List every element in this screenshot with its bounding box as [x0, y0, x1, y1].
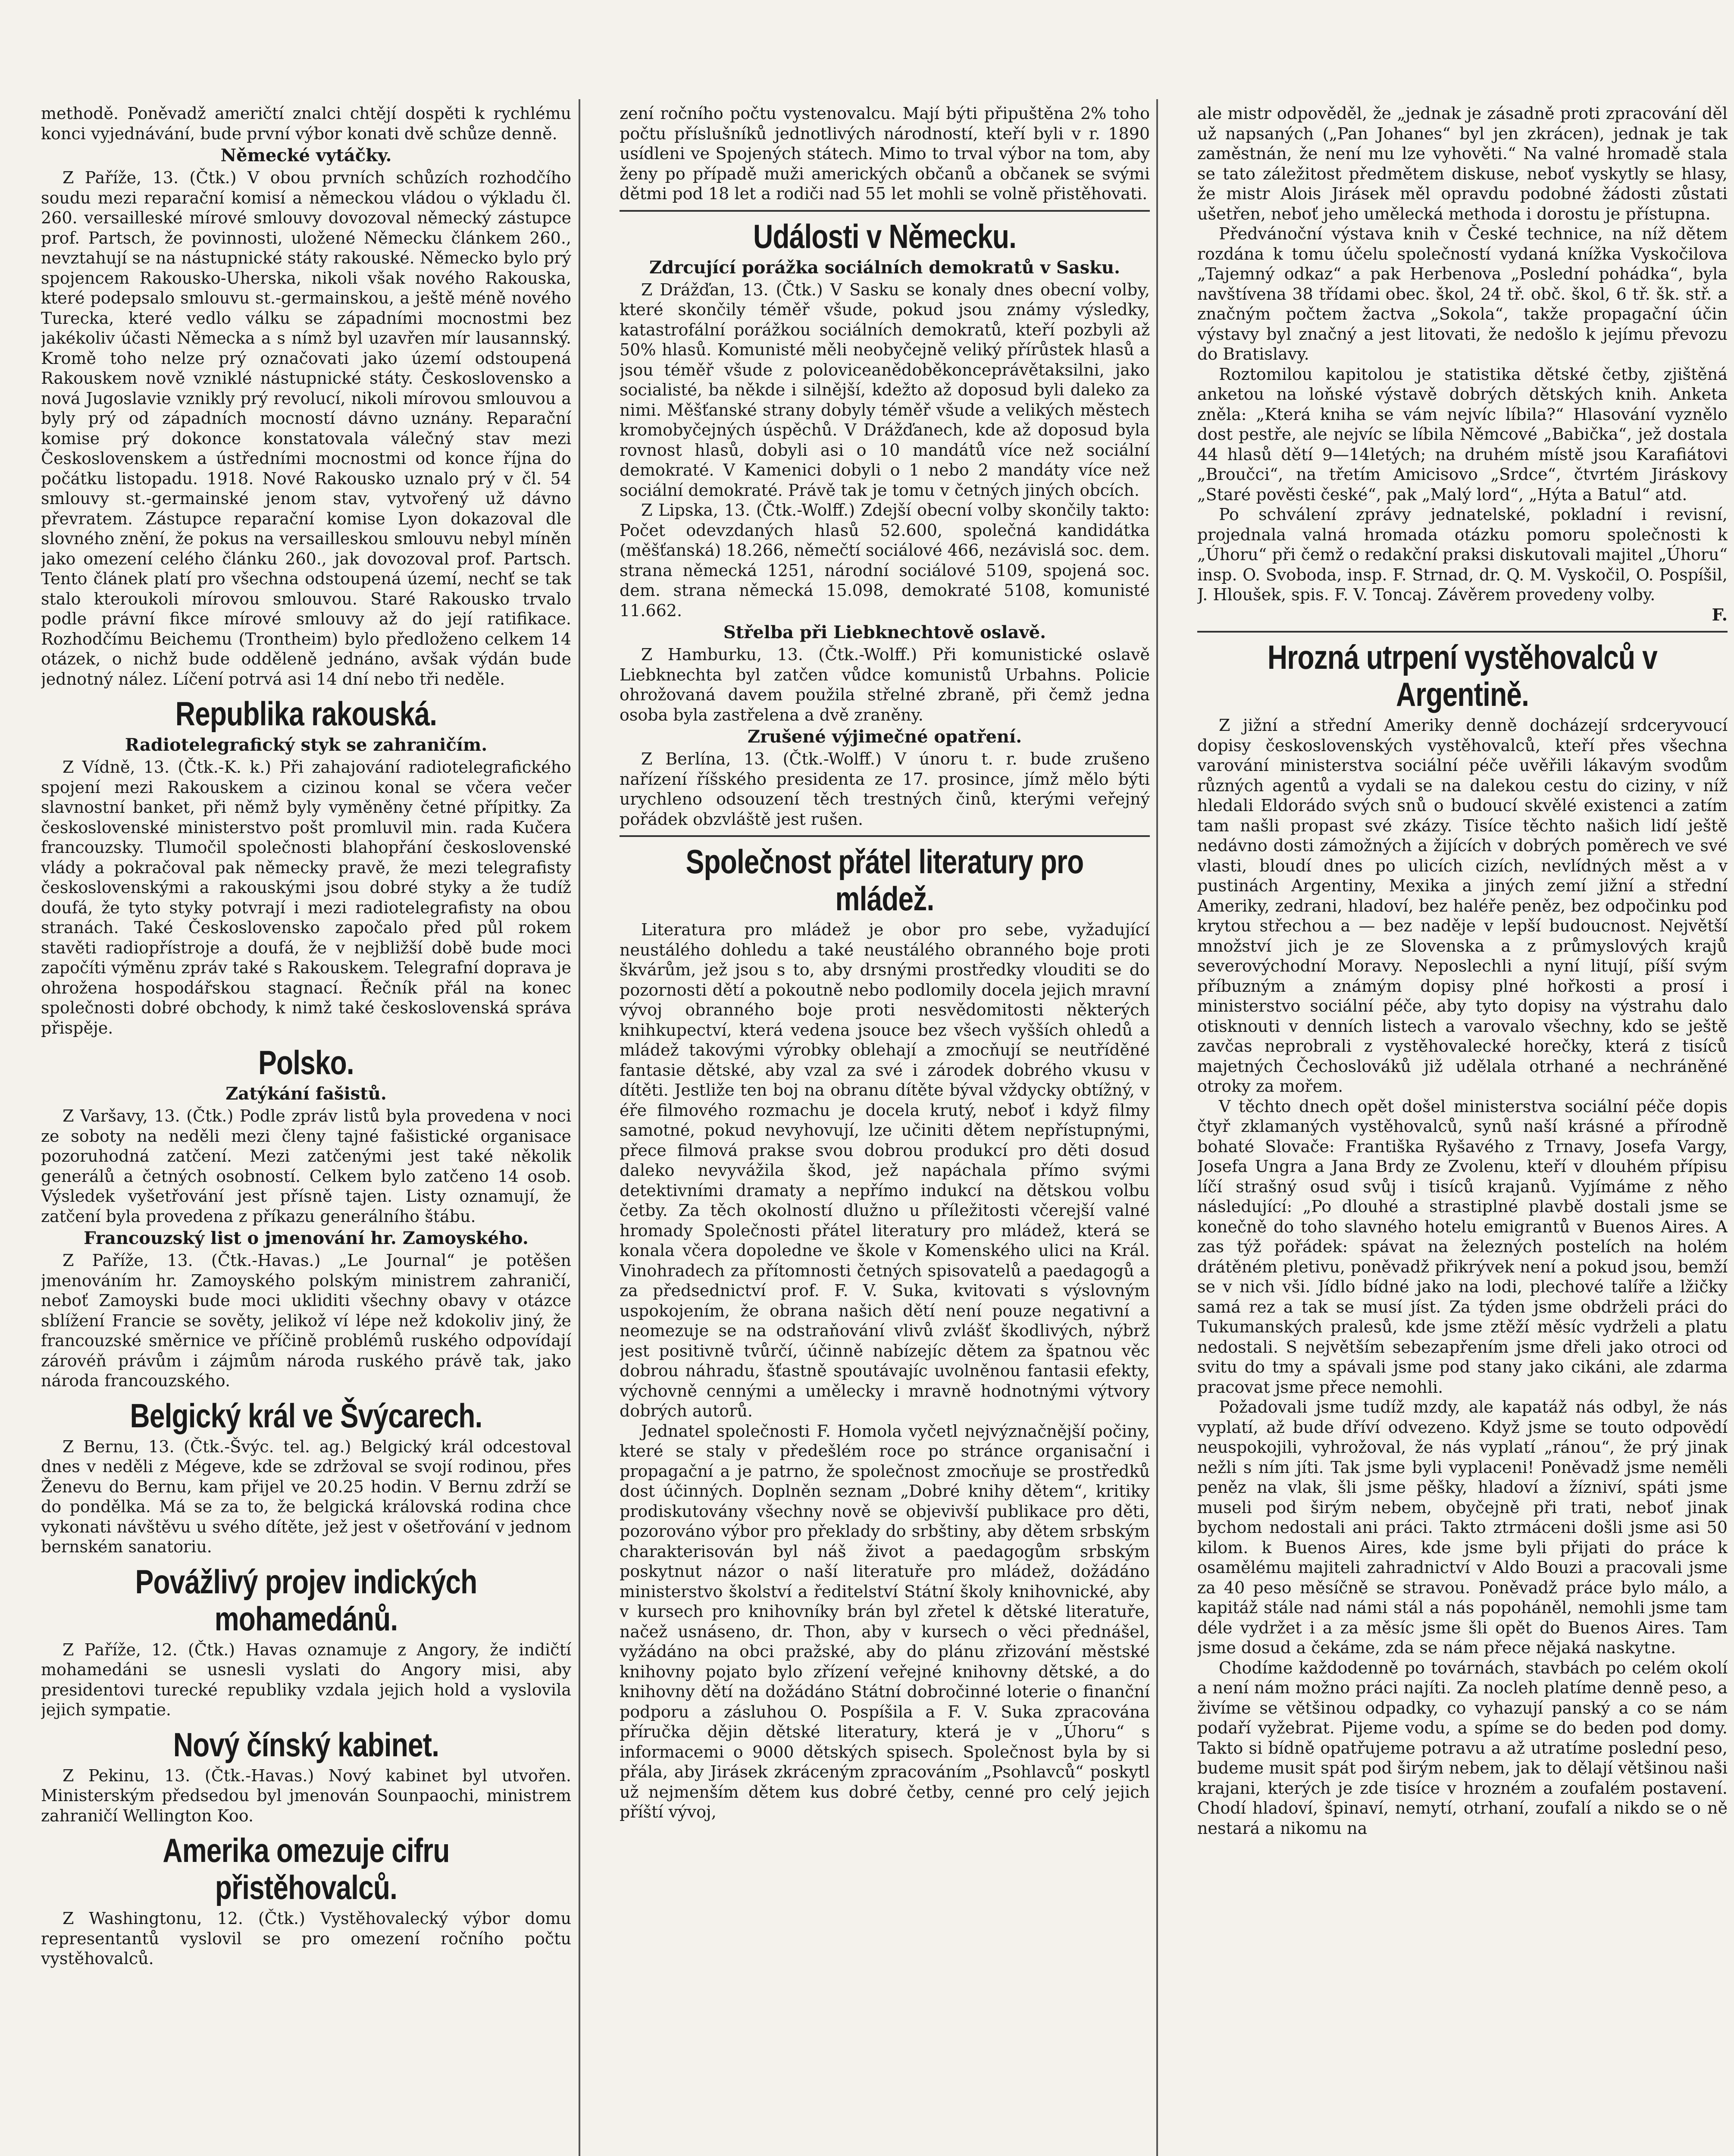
article-subheading: Zrušené výjimečné opatření.	[747, 727, 1022, 747]
article-paragraph: Z Pekinu, 13. (Čtk.-Havas.) Nový kabinet byl utvořen. Ministerským předsedou byl jmenován Sounpaochi, ministrem zahraničí Wellington Koo.	[41, 1766, 571, 1825]
article-paragraph: Z Paříže, 13. (Čtk.) V obou prvních schůzích rozhodčího soudu mezi reparační komisí a německou vládou o výkladu čl. 260. versailleské mírové smlouvy dovozoval německý zástupce prof. Partsch, že povinnosti, uložené Německu článkem 260., nevztahují se na nástupnické státy rakouské. Německo bylo prý spojencem Rakousko-Uherska, nikoli však nového Rakouska, které podepsalo smlouvu st.-germainskou, a ještě méně nového Turecka, které vedlo válku se západními mocnostmi bez jakékoliv účasti Německa a s nímž byl uzavřen mír lausannský. Kromě toho nelze prý označovati jako území odstoupená Rakouskem nově vzniklé nástupnické státy. Československo a nová Jugoslavie vznikly prý revolucí, nikoli mírovou smlouvou a byly prý od západních mocností dávno uznány. Reparační komise prý dokonce konstatovala válečný stav mezi Československem a ústředními mocnostmi od konce října do počátku listopadu. 1918. Nové Rakousko uznalo prý v čl. 54 smlouvy st.-germainské jenom stav, vytvořený už dávno převratem. Zástupce reparační komise Lyon dokazoval dle slovného znění, že pokus na versailleskou smlouvu nebyl míněn jako omezení celého článku 260., jak dovozoval prof. Partsch. Tento článek platí pro všechna odstoupená území, nechť se tak stalo kteroukoli mírovou smlouvou. Staré Rakousko trvalo podle právní fikce mírové smlouvy až do její ratifikace. Rozhodčímu Beichemu (Trontheim) bylo předloženo celkem 14 otázek, o nichž bude odděleně jednáno, avšak výdán bude jednotný nález. Líčení potrvá asi 14 dní nebo tři neděle.	[41, 168, 571, 689]
column-left	[41, 103, 571, 2156]
article-paragraph: Z Hamburku, 13. (Čtk.-Wolff.) Při komunistické oslavě Liebknechta byl zatčen vůdce komunistů Urbahns. Policie ohrožovaná davem použila střelné zbraně, při čemž jedna osoba byla zastřelena a dvě zraněny.	[620, 645, 1150, 724]
column-divider	[579, 99, 580, 2156]
article-subheading: Německé vytáčky.	[220, 145, 392, 166]
section-headline: Povážlivý projev indických mohamedánů.	[135, 1562, 477, 1638]
article-subheading: Střelba při Liebknechtově oslavě.	[723, 622, 1046, 642]
article-paragraph: Jednatel společnosti F. Homola vyčetl nejvýznačnější počiny, které se staly v předešlém roce po stránce organisační i propagační a je patrno, že společnost zmocňuje se prostředků dost účinných. Doplněn seznam „Dobré knihy dětem“, kritiky prodiskutovány všechny nově se objevivší publikace pro děti, pozorováno výbor pro překlady do srbštiny, aby dětem srbským charakterisován byl náš život a paedagogům srbským poskytnut názor o naší literatuře pro mládež, dožádáno ministerstvo školství a ředitelství Státní školy knihovnické, aby v kursech pro knihovníky brán byl zřetel k dětské literatuře, načež usnáseno, dr. Thon, aby v kursech o věci přednášel, vyžádáno na obci pražské, aby do plánu zřizování městské knihovny pojato bylo zřízení veřejné knihovny dětské, a do knihovny dětí na dožádáno Státní dobročinné loterie o finanční podporu a zásluhou O. Pospíšila a F. V. Suka zpracována příručka dějin dětské literatury, která je v „Úhoru“ s informacemi o 9000 dětských spisech. Společnost byla by si přála, aby Jirásek zkráceným zpracováním „Psohlavců“ poskytl už nejmenším dětem kus dobré četby, cenné pro celý jejich příští vývoj,	[620, 1421, 1150, 1821]
section-rule	[620, 835, 1150, 837]
article-paragraph: Literatura pro mládež je obor pro sebe, vyžadující neustálého dohledu a také neustálého obranného boje proti škvárům, jež jsou s to, aby drsnými prostředky vlouditi se do pozornosti dětí a pokoutně nebo podlomily docela jejich mravní vývoj obranného boje proti nesvědomitosti některých knihkupectví, která vedena jsouce bez všech vyšších ohledů a mládež takovými výrobky oblehají a zmocňují se neutříděné fantasie dětské, aby vzal za své i zárodek dobrého vkusu v dítěti. Jestliže ten boj na obranu dítěte býval vždycky obtížný, v éře filmového rozmachu je docela krutý, neboť i když filmy samotné, pokud nevyhovují, lze učiniti dětem nepřístupnými, přece filmová prakse svou dobrou produkcí pro děti dosud daleko nevyvážila škod, jež napáchala přímo svými detektivními dramaty a nepřímo indukcí na dětskou volbu četby. Za těch okolností dlužno u příležitosti včerejší valné hromady Společnosti přátel literatury pro mládež, která se konala včera dopoledne ve škole v Komenského ulici na Král. Vinohradech za přítomnosti četných spisovatelů a paedagogů a za předsednictví prof. F. V. Suka, kvitovati s výslovným uspokojením, že obrana našich dětí není pouze negativní a neomezuje se na odstraňování vlivů zvlášť škodlivých, nýbrž jest positivně tvůrčí, účinně nabízejíc dětem za špatnou věc dobrou náhradu, šťastně spoutávajíc uvolněnou fantasii efekty, výchovně cennými a umělecky i mravně hodnotnými výtvory dobrých autorů.	[620, 920, 1150, 1420]
article-paragraph: Z jižní a střední Ameriky denně docházejí srdceryvoucí dopisy československých vystěhovalců, kteří přes všechna varování ministerstva sociální péče uvěřili lákavým svodům různých agentů a vydali se na dalekou cestu do ciziny, v níž hledali Eldorádo svých snů o budoucí skvělé existenci a zatím tam našli propast své zkázy. Tisíce těchto našich lidí ještě nedávno dosti zámožných a žijících v dobrých poměrech ve své vlasti, bloudí dnes po ulicích cizích, nevlídných měst a v pustinách Argentiny, Mexika a jiných zemí jižní a střední Ameriky, zedrani, hladoví, bez haléře peněz, bez odpočinku pod krytou střechou a — bez naděje v lepší budoucnost. Největší množství jich je ze Slovenska a z průmyslových krajů severovýchodní Moravy. Neposlechli a nyní litují, píší svým příbuzným a známým dopisy plné hořkosti a prosí i ministerstvo sociální péče, aby tyto dopisy na výstrahu dalo otisknouti v denních listech a varovalo všechny, kdo se ještě zavčas neprobrali z vystěhovalecké horečky, která z tisíců majetných Čechoslováků již udělala otrhané a nechráněné otroky za mořem.	[1197, 716, 1728, 1096]
section-headline: Amerika omezuje cifru přistěhovalců.	[163, 1831, 450, 1906]
author-signature: F.	[1712, 605, 1728, 624]
article-paragraph: Z Bernu, 13. (Čtk.-Švýc. tel. ag.) Belgický král odcestoval dnes v neděli z Mégeve, kde se zdržoval se svojí rodinou, přes Ženevu do Bernu, kam přijel ve 20.25 hodin. V Bernu zdrží se do pondělka. Má se za to, že belgická královská rodina chce vykonati návštěvu u svého dítěte, jež jest v ošetřování v jednom bernském sanatoriu.	[41, 1437, 571, 1556]
article-paragraph: methodě. Poněvadž američtí znalci chtějí dospěti k rychlému konci vyjednávání, bude první výbor konati dvě schůze denně.	[41, 104, 571, 143]
article-subheading: Radiotelegrafický styk se zahraničím.	[125, 735, 488, 755]
section-headline: Hrozná utrpení vystěhovalců v Argentině.	[1268, 638, 1657, 713]
column-divider	[1156, 99, 1158, 2156]
section-headline: Republika rakouská.	[175, 695, 437, 733]
article-paragraph: Z Berlína, 13. (Čtk.-Wolff.) V únoru t. r. bude zrušeno nařízení říšského presidenta ze 17. prosince, jímž mělo býti urychleno odsouzení těch trestných činů, kterými veřejný pořádek obzvláště jest rušen.	[620, 749, 1150, 829]
article-paragraph: Z Paříže, 12. (Čtk.) Havas oznamuje z Angory, že indičtí mohamedáni se usnesli vyslati do Angory misi, aby presidentovi turecké republiky vzdala jejich hold a vyslovila jejich sympatie.	[41, 1640, 571, 1719]
article-subheading: Francouzský list o jmenování hr. Zamoyského.	[84, 1228, 529, 1248]
section-headline: Polsko.	[258, 1044, 354, 1081]
article-paragraph: Roztomilou kapitolou je statistika dětské četby, zjištěná anketou na loňské výstavě dobrých dětských knih. Anketa zněla: „Která kniha se vám nejvíc líbila?“ Hlasování vyznělo dost pestře, ale nejvíc se líbila Němcové „Babička“, jež dostala 44 hlasů dětí 9—14letých; na druhém místě jsou Karafiátovi „Broučci“, na třetím Amicisovo „Srdce“, čtvrtém Jiráskovy „Staré pověsti české“, pak „Malý lord“, „Hýta a Batul“ atd.	[1197, 364, 1728, 504]
section-headline: Události v Německu.	[753, 217, 1017, 255]
section-rule	[1197, 631, 1728, 633]
article-paragraph: Předvánoční výstava knih v České technice, na níž dětem rozdána k tomu účelu společností vydaná knížka Vyskočilova „Tajemný odkaz“ a pak Herbenova „Poslední pohádka“, byla navštívena 38 třídami obec. škol, 24 tř. obč. škol, 6 tř. šk. stř. a značným počtem žactva „Sokola“, takže propagační účin výstavy byl značný a jest litovati, že nedošlo k jejímu převozu do Bratislavy.	[1197, 224, 1728, 364]
article-paragraph: Z Lipska, 13. (Čtk.-Wolff.) Zdejší obecní volby skončily takto: Počet odevzdaných hlasů 52.600, společná kandidátka (měšťanská) 18.266, němečtí sociálové 466, nezávislá soc. dem. strana německá 1251, národní sociálové 5109, spojená soc. dem. strana německá 15.098, demokraté 5108, komunisté 11.662.	[620, 501, 1150, 620]
article-subheading: Zdrcující porážka sociálních demokratů v Sasku.	[649, 257, 1121, 278]
section-rule	[620, 210, 1150, 212]
article-paragraph: Z Vídně, 13. (Čtk.-K. k.) Při zahajování radiotelegrafického spojení mezi Rakouskem a cizinou konal se včera večer slavnostní banket, při němž byly vyměněny četné přípitky. Za československé ministerstvo pošt promluvil min. rada Kučera francouzsky. Tlumočil společnosti blahopřání československé vlády a pokračoval pak německy pravě, že mezi telegrafisty československými a rakouskými jsou dobré styky a že tudíž doufá, že tyto styky potvrají i mezi radiotelegrafisty na obou stranách. Také Československo započalo před půl rokem stavěti radiopřístroje a doufá, že v nejbližší době bude moci započíti výměnu zpráv také s Rakouskem. Telegrafní doprava je ohrožena hospodářskou stagnací. Řečník přál na konec společnosti dobré obchody, k nimž také československá správa přispěje.	[41, 758, 571, 1037]
article-paragraph: zení ročního počtu vystenovalcu. Mají býti připuštěna 2% toho počtu příslušníků jednotlivých národností, kteří byli v r. 1890 usídleni ve Spojených státech. Mimo to trval výbor na tom, aby ženy po případě muži amerických občanů a občanek se svými dětmi pod 18 let a rodiči nad 55 let mohli se volně přistěhovati.	[620, 104, 1150, 203]
article-paragraph: Po schválení zprávy jednatelské, pokladní i revisní, projednala valná hromada otázku pomoru společnosti k „Úhoru“ při čemž o redakční praksi diskutovali majitel „Úhoru“ insp. O. Svoboda, insp. F. Strnad, dr. Q. M. Vyskočil, O. Pospíšil, J. Hloušek, spis. F. V. Toncaj. Závěrem provedeny volby.	[1197, 505, 1728, 604]
article-paragraph: Z Varšavy, 13. (Čtk.) Podle zpráv listů byla provedena v noci ze soboty na neděli mezi členy tajné fašistické organisace pozoruhodná zatčení. Mezi zatčenými jest také několik generálů a četných osobností. Celkem bylo zatčeno 14 osob. Výsledek vyšetřování jest přísně tajen. Listy oznamují, že zatčení byla provedena z příkazu generálního štábu.	[41, 1106, 571, 1226]
article-paragraph: Z Drážďan, 13. (Čtk.) V Sasku se konaly dnes obecní volby, které skončily téměř všude, pokud jsou známy výsledky, katastrofální porážkou sociálních demokratů, kteří pozbyli až 50% hlasů. Komunisté měli neobyčejně veliký přírůstek hlasů a jsou téměř všude z poloviceanědoběkonceprávětaksilni, jako socialisté, ba někde i silnější, kdežto až doposud byli daleko za nimi. Měšťanské strany dobyly téměř všude a velikých městech kromobyčejných úspěchů. V Drážďanech, kde až doposud byla rovnost hlasů, dobyli asi o 10 mandátů více než sociální demokraté. V Kamenici dobyli o 1 nebo 2 mandáty více než sociální demokraté. Právě tak je tomu v četných jiných obcích.	[620, 280, 1150, 500]
column-middle	[620, 103, 1150, 2156]
article-paragraph: V těchto dnech opět došel ministerstva sociální péče dopis čtyř zklamaných vystěhovalců, synů naší krásné a přírodně bohaté Slovače: Františka Ryšavého z Trnavy, Josefa Vargy, Josefa Ungra a Jana Brdy ze Zvolenu, kteří v dlouhém přípisu líčí strašný osud svůj i tisíců krajanů. Vyjímáme z něho následující: „Po dlouhé a strastiplné plavbě dostali jsme se konečně do toho slavného hotelu emigrantů v Buenos Aires. A zas týž pořádek: spávat na železných postelích na holém drátěném pletivu, poněvadž přikrývek není a pokud jsou, bemží se v nich vši. Jídlo bídné jako na lodi, plechové talíře a lžičky samá rez a tak se musí jíst. Za týden jsme obdrželi práci do Tukumanských pralesů, kde jsme ztěží měsíc vydrželi a platu nedostali. S největším sebezapřením jsme dřeli jako otroci od svitu do tmy a spávali jsme pod stany jako cikáni, ale zdarma pracovat jsme přece nemohli.	[1197, 1097, 1728, 1397]
article-paragraph: Požadovali jsme tudíž mzdy, ale kapatáž nás odbyl, že nás vyplatí, až bude dříví odvezeno. Když jsme se touto odpovědí neuspokojili, vyhrožoval, že nás vyplatí „ránou“, že prý jinak nežli s ním jíti. Tak jsme byli vyplaceni! Poněvadž jsme neměli peněz na vlak, šli jsme pěšky, hladoví a žízniví, spáti jsme museli pod širým nebem, obyčejně při trati, neboť jinak bychom nedostali ani práci. Takto ztrmáceni došli jsme asi 50 kilom. k Buenos Aires, kde jsme byli přijati do práce k osamělému majiteli zahradnictví v Aldo Bouzi a pracovali jsme za 40 peso měsíčně se stravou. Poněvadž práce bylo málo, a kapitáž stále nad námi stál a nás popoháněl, nemohli jsme tam déle vydržet i a za měsíc jsme šli opět do Buenos Aires. Tam jsme dosud a čekáme, zda se nám přece nějaká naskytne.	[1197, 1398, 1728, 1657]
section-headline: Společnost přátel literatury pro mládež.	[685, 843, 1084, 918]
column-right	[1197, 103, 1728, 2156]
article-paragraph: Z Paříže, 13. (Čtk.-Havas.) „Le Journal“ je potěšen jmenováním hr. Zamoyského polským ministrem zahraničí, neboť Zamoyski bude moci ukliditi všechny obavy v otázce sblížení Francie se sověty, jelikož ví lépe než kdokoliv jiný, že francouzské směrnice ve příčině problémů ruského odpovídají zárovéň právům i zájmům národa ruského právě tak, jako národa francouzského.	[41, 1251, 571, 1390]
section-headline: Belgický král ve Švýcarech.	[130, 1396, 482, 1435]
section-headline: Nový čínský kabinet.	[173, 1725, 439, 1764]
article-paragraph: Chodíme každodenně po továrnách, stavbách po celém okolí a není nám možno práci najíti. Za nocleh platíme denně peso, a živíme se většinou odpadky, co vyhazují panský a co se nám podaří vyžebrat. Pijeme vodu, a spíme se do beden pod domy. Takto si bídně opatřujeme potravu a až utratíme poslední peso, budeme musit spát pod širým nebem, jak to dělají většinou naši krajani, kterých je zde tisíce v hrozném a zoufalém postavení. Chodí hladoví, špinaví, nemytí, otrhaní, zoufalí a nikdo se o ně nestará a nikomu na	[1197, 1658, 1728, 1838]
article-paragraph: ale mistr odpověděl, že „jednak je zásadně proti zpracování děl už napsaných („Pan Johanes“ byl jen zkrácen), jednak je tak zaměstnán, že není mu lze vyhověti.“ Na valné hromadě stala se tato záležitost předmětem diskuse, neboť vyskytly se hlasy, že mistr Alois Jirásek měl opravdu podobné žádosti zůstati ušetřen, neboť jeho umělecká methoda i dorostu je přístupna.	[1197, 104, 1728, 223]
article-subheading: Zatýkání fašistů.	[225, 1084, 387, 1104]
article-paragraph: Z Washingtonu, 12. (Čtk.) Vystěhovalecký výbor domu representantů vyslovil se pro omezení ročního počtu vystěhovalců.	[41, 1909, 571, 1968]
